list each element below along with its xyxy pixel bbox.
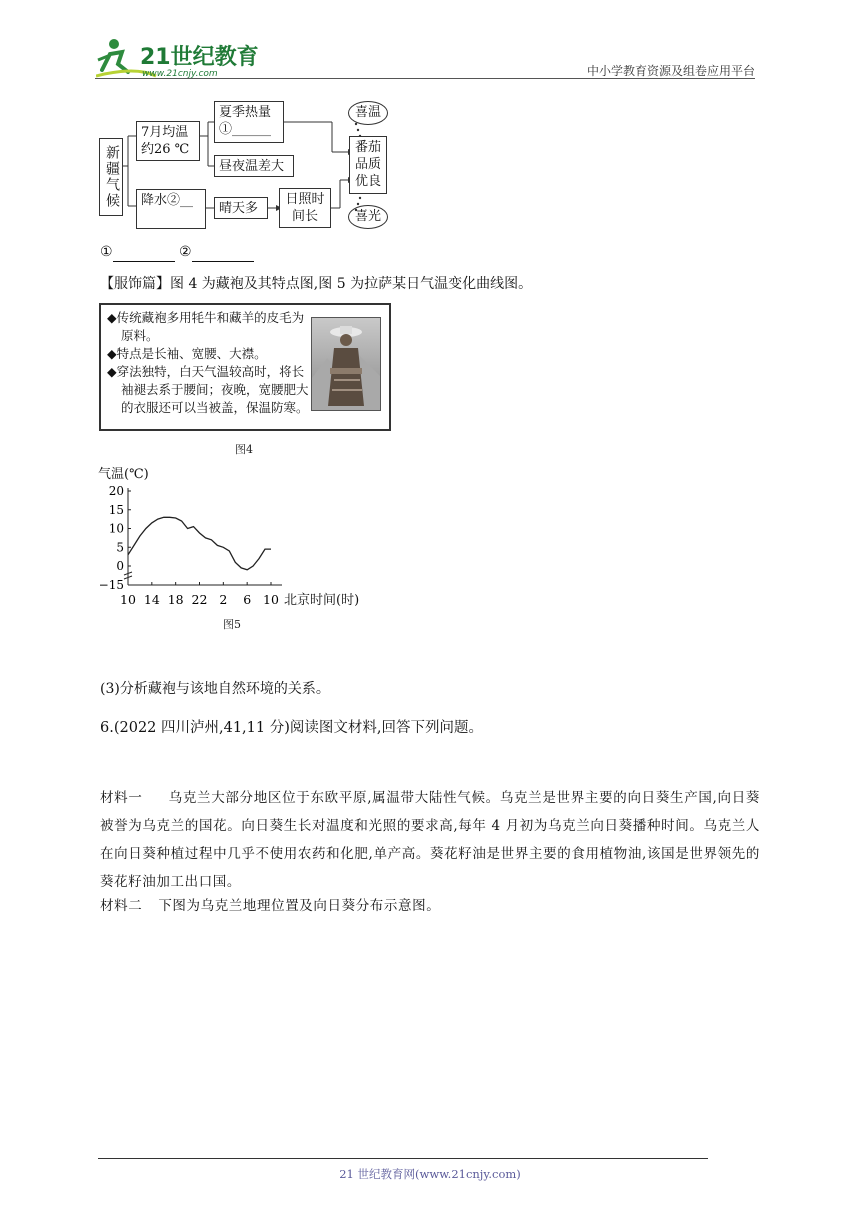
tibetan-robe-photo — [311, 317, 381, 411]
diurnal-range-box: 昼夜温差大 — [214, 155, 294, 177]
site-logo — [96, 36, 261, 80]
y-tick-label: 0 — [116, 559, 124, 573]
material-1-label: 材料一 — [100, 790, 143, 806]
y-tick-label: 15 — [108, 502, 124, 517]
chart-y-axis-label: 气温(℃) — [98, 467, 149, 482]
answer-2-blank[interactable] — [192, 247, 254, 262]
temperature-curve — [128, 517, 271, 570]
material-1 — [100, 784, 760, 896]
chart-y-ticks — [99, 484, 131, 592]
clothing-section-intro: 【服饰篇】图 4 为藏袍及其特点图,图 5 为拉萨某日气温变化曲线图。 — [100, 276, 533, 292]
x-tick-label: 14 — [143, 592, 160, 607]
question-6-title: 6.(2022 四川泸州,41,11 分)阅读图文材料,回答下列问题。 — [100, 720, 483, 736]
x-tick-label: 6 — [243, 592, 252, 607]
tomato-quality-box: 番茄品质优良 — [349, 136, 387, 194]
material-1-text: 乌克兰大部分地区位于东欧平原,属温带大陆性气候。乌克兰是世界主要的向日葵生产国,向日葵被誉为乌克兰的国花。向日葵生长对温度和光照的要求高,每年 4 月初为乌克兰向日葵播种时间。乌克兰人在向日葵种植过程中几乎不使用农药和化肥,单产高。葵花籽油是世界主要的食用植物油,该国是世界领先的葵花籽油加工出口国。 — [100, 790, 760, 890]
figure-4-caption: 图4 — [235, 443, 253, 456]
material-2 — [100, 892, 760, 920]
robe-features-list — [107, 309, 312, 417]
july-temp-box: 7月均温约26 ℃ — [136, 121, 200, 161]
y-tick-label: 5 — [116, 540, 124, 555]
sunshine-box: 日照时间长 — [279, 188, 331, 228]
footer-divider — [98, 1158, 708, 1159]
summer-heat-box: 夏季热量①______ — [214, 101, 284, 143]
logo-url: www.21cnjy.com — [142, 69, 218, 79]
robe-feature-style: ◆特点是长袖、宽腰、大襟。 — [107, 346, 267, 361]
warm-loving-oval: 喜温 — [348, 101, 388, 125]
answer-1-label: ① — [100, 244, 113, 260]
light-loving-oval: 喜光 — [348, 205, 388, 229]
logo-text: 21世纪教育 — [140, 45, 259, 70]
x-tick-label: 2 — [219, 592, 228, 607]
answer-blanks — [100, 242, 254, 262]
answer-2-label: ② — [179, 244, 192, 260]
answer-1-blank[interactable] — [113, 247, 175, 262]
robe-feature-material: ◆传统藏袍多用牦牛和藏羊的皮毛为原料。 — [107, 310, 305, 343]
x-tick-label: 10 — [263, 592, 279, 607]
header-divider — [95, 78, 755, 79]
x-tick-label: 10 — [120, 592, 136, 607]
chart-x-axis-label: 北京时间(时) — [284, 593, 360, 608]
question-3: (3)分析藏袍与该地自然环境的关系。 — [100, 681, 330, 697]
xinjiang-climate-box: 新疆气候 — [99, 138, 123, 216]
header-platform-text: 中小学教育资源及组卷应用平台 — [586, 64, 755, 78]
figure-4-tibetan-robe — [99, 303, 391, 431]
x-tick-label: 18 — [167, 592, 184, 607]
material-2-label: 材料二 — [100, 898, 143, 914]
precipitation-box: 降水②__ — [136, 189, 206, 229]
x-tick-label: 22 — [191, 592, 208, 607]
footer-text: 21 世纪教育网(www.21cnjy.com) — [339, 1167, 521, 1181]
figure-5-temperature-chart — [96, 462, 386, 612]
y-tick-label: −15 — [98, 578, 124, 592]
sunny-days-box: 晴天多 — [214, 197, 268, 219]
robe-feature-wearing: ◆穿法独特，白天气温较高时，将长袖褪去系于腰间；夜晚，宽腰肥大的衣服还可以当被盖，保温防寒。 — [107, 364, 309, 415]
y-tick-label: 10 — [108, 521, 124, 536]
y-tick-label: 20 — [108, 484, 124, 498]
chart-x-ticks — [120, 582, 279, 607]
material-2-text: 下图为乌克兰地理位置及向日葵分布示意图。 — [158, 898, 441, 914]
figure-5-caption: 图5 — [223, 618, 241, 631]
